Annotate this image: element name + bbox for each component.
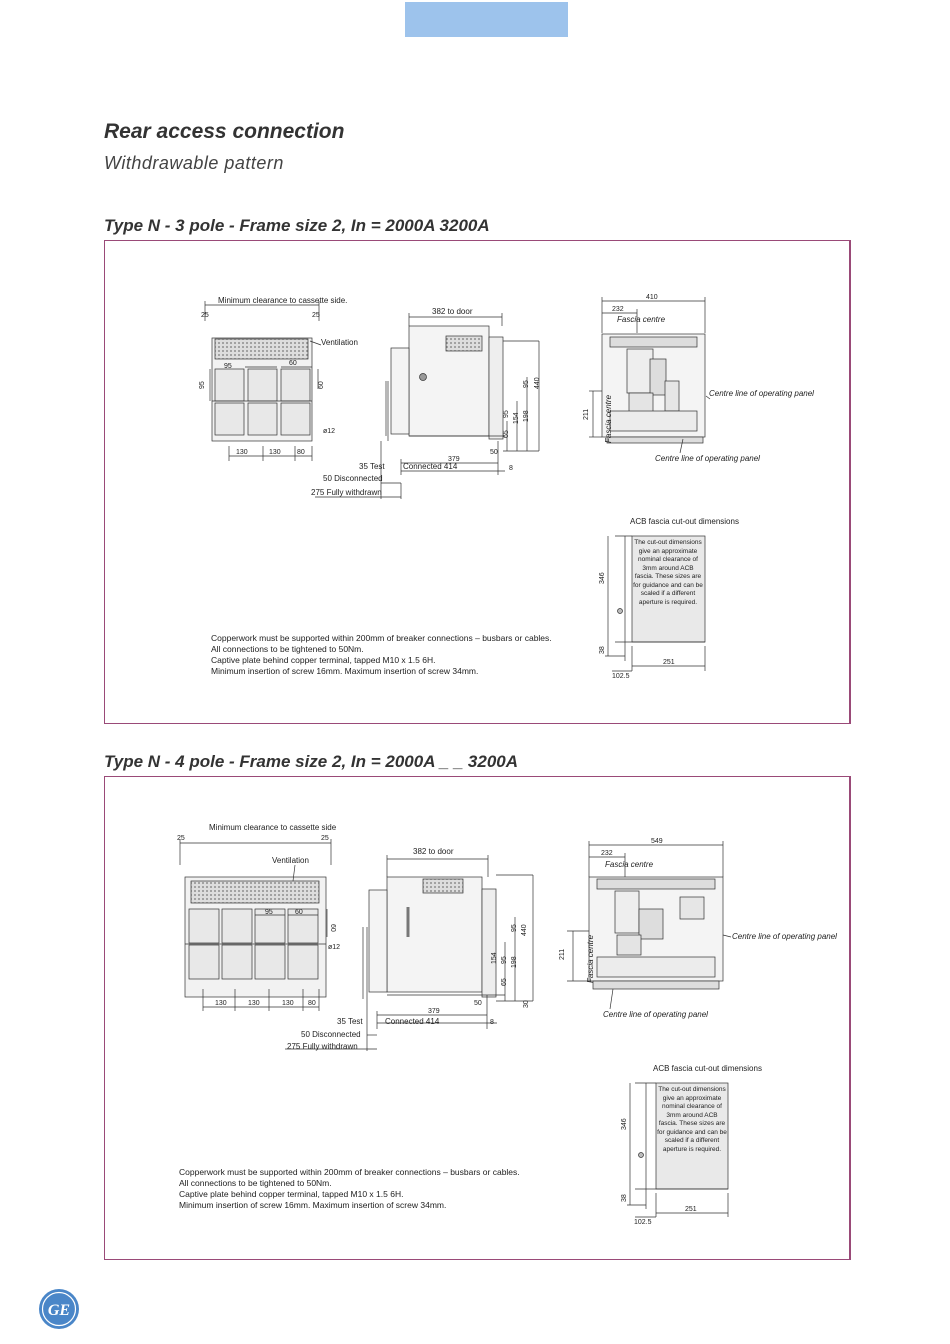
ge-logo (38, 1288, 80, 1330)
label-fully-withdrawn: 275 Fully withdrawn (287, 1042, 358, 1051)
dim-8: 8 (509, 465, 513, 472)
dim-95b-side: 95 (501, 956, 508, 964)
header-tab (405, 2, 568, 37)
dim-80: 80 (297, 449, 305, 456)
dim-211: 211 (583, 408, 590, 420)
dim-549: 549 (651, 838, 663, 845)
label-test: 35 Test (337, 1017, 363, 1026)
cutout-box-text: The cut-out dimensions give an approximate nominal clearance of 3mm around ACB fascia. These sizes are for guidance and can be scaled if a different aperture is required. (633, 539, 703, 606)
label-connected: Connected 414 (403, 462, 458, 471)
dim-diameter: ø12 (323, 428, 336, 435)
label-fascia-centre-vertical: Fascia centre (586, 934, 595, 983)
ventilation-grille (215, 339, 308, 359)
dim-379: 379 (448, 456, 460, 463)
dim-251: 251 (685, 1206, 697, 1213)
dim-to-door: 382 to door (432, 307, 473, 316)
section-title-3-pole: Type N - 3 pole - Frame size 2, In = 2000A 3200A (104, 216, 490, 235)
dim-440: 440 (521, 924, 528, 936)
label-disconnected: 50 Disconnected (301, 1030, 361, 1039)
dim-130-b: 130 (248, 1000, 260, 1007)
dim-154: 154 (491, 952, 498, 964)
ge-logo-text: GE (47, 1302, 71, 1319)
dim-50: 50 (474, 1000, 482, 1007)
dim-25-left: 25 (201, 312, 209, 319)
section-title-4-pole: Type N - 4 pole - Frame size 2, In = 2000A _ _ 3200A (104, 752, 519, 771)
dim-50: 50 (490, 449, 498, 456)
dim-25-left: 25 (177, 835, 185, 842)
notes-4-pole (179, 1167, 619, 1211)
label-min-clearance: Minimum clearance to cassette side. (218, 296, 348, 305)
dim-30: 30 (523, 1000, 530, 1008)
drawing-frame-4-pole (104, 776, 851, 1260)
dim-410: 410 (646, 294, 658, 301)
label-fascia-centre-vertical: Fascia centre (604, 394, 613, 443)
dim-379: 379 (428, 1008, 440, 1015)
dim-65: 65 (503, 430, 510, 438)
dim-25-right: 25 (321, 835, 329, 842)
dim-130-a: 130 (236, 449, 248, 456)
dim-198: 198 (523, 410, 530, 422)
dim-95-vertical: 95 (199, 381, 206, 389)
label-ventilation: Ventilation (321, 338, 358, 347)
label-fascia-centre: Fascia centre (617, 315, 666, 324)
dim-60: 60 (289, 360, 297, 367)
dim-95b-side: 95 (503, 410, 510, 418)
drawing-frame-3-pole (104, 240, 851, 724)
dim-102-5: 102.5 (612, 673, 630, 680)
label-min-clearance: Minimum clearance to cassette side (209, 823, 337, 832)
dim-102-5: 102.5 (634, 1219, 652, 1226)
dim-95: 95 (265, 909, 273, 916)
dim-to-door: 382 to door (413, 847, 454, 856)
dim-38: 38 (621, 1194, 628, 1202)
label-cutout-title: ACB fascia cut-out dimensions (653, 1064, 762, 1073)
note-line: Copperwork must be supported within 200mm of breaker connections – busbars or cables. (211, 633, 552, 643)
dim-95-side: 95 (523, 380, 530, 388)
note-line: Captive plate behind copper terminal, tapped M10 x 1.5 6H. (179, 1189, 404, 1199)
dim-251: 251 (663, 659, 675, 666)
note-line: Captive plate behind copper terminal, tapped M10 x 1.5 6H. (211, 655, 436, 665)
dim-25-right: 25 (312, 312, 320, 319)
notes-3-pole (211, 633, 631, 677)
dim-232: 232 (612, 306, 624, 313)
label-ventilation: Ventilation (272, 856, 309, 865)
dim-130-b: 130 (269, 449, 281, 456)
label-disconnected: 50 Disconnected (323, 474, 383, 483)
dim-198: 198 (511, 956, 518, 968)
dim-60-vertical: 60 (318, 381, 325, 389)
note-line: Copperwork must be supported within 200mm of breaker connections – busbars or cables. (179, 1167, 520, 1177)
dim-154: 154 (513, 412, 520, 424)
dim-80: 80 (308, 1000, 316, 1007)
label-cutout-title: ACB fascia cut-out dimensions (630, 517, 739, 526)
label-fascia-centre: Fascia centre (605, 860, 654, 869)
dim-95: 95 (224, 363, 232, 370)
dim-38: 38 (599, 646, 606, 654)
dim-65: 65 (501, 978, 508, 986)
cutout-box-text: The cut-out dimensions give an approximate nominal clearance of 3mm around ACB fascia. These sizes are for guidance and can be scaled if a different aperture is required. (657, 1086, 727, 1153)
page-subtitle: Withdrawable pattern (104, 153, 284, 173)
dim-60-vertical: 60 (329, 924, 336, 932)
label-panel-line-a: Centre line of operating panel (732, 932, 837, 941)
label-fully-withdrawn: 275 Fully withdrawn (311, 488, 382, 497)
dim-130-c: 130 (282, 1000, 294, 1007)
note-line: Minimum insertion of screw 16mm. Maximum insertion of screw 34mm. (179, 1200, 447, 1210)
dim-232: 232 (601, 850, 613, 857)
note-line: Minimum insertion of screw 16mm. Maximum insertion of screw 34mm. (211, 666, 479, 676)
dim-95-side: 95 (511, 924, 518, 932)
dim-346: 346 (599, 572, 606, 584)
dim-211: 211 (559, 948, 566, 960)
page-title: Rear access connection (104, 120, 345, 143)
dim-130-a: 130 (215, 1000, 227, 1007)
label-connected: Connected 414 (385, 1017, 440, 1026)
note-line: All connections to be tightened to 50Nm. (179, 1178, 332, 1188)
dim-346: 346 (621, 1118, 628, 1130)
dim-440: 440 (534, 377, 541, 389)
dim-diameter: ø12 (328, 944, 341, 951)
label-test: 35 Test (359, 462, 385, 471)
label-panel-line-a: Centre line of operating panel (709, 389, 814, 398)
label-panel-line-b: Centre line of operating panel (655, 454, 760, 463)
dim-8: 8 (490, 1019, 494, 1026)
note-line: All connections to be tightened to 50Nm. (211, 644, 364, 654)
label-panel-line-b: Centre line of operating panel (603, 1010, 708, 1019)
dim-60: 60 (295, 909, 303, 916)
